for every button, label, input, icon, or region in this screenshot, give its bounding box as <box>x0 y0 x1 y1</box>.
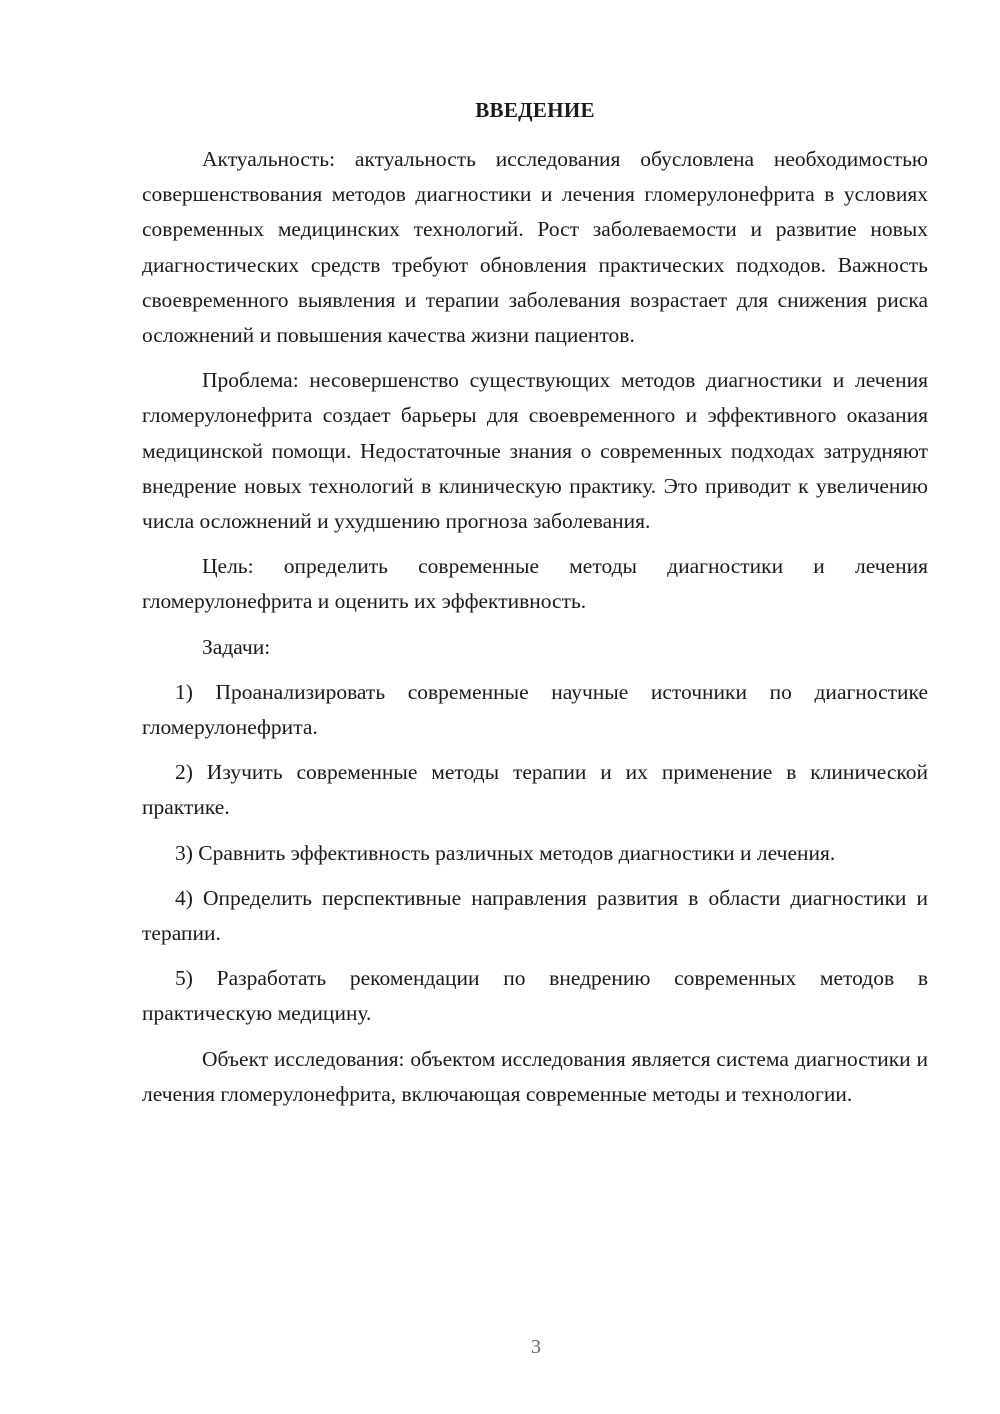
task-item-5: 5) Разработать рекомендации по внедрению современных методов в практическую медицину. <box>142 966 928 1026</box>
task-item-3: 3) Сравнить эффективность различных методов диагностики и лечения. <box>175 840 836 865</box>
page-number: 3 <box>531 1336 541 1358</box>
goal-paragraph: Цель: определить современные методы диагностики и лечения гломерулонефрита и оценить их эффективность. <box>142 554 928 614</box>
relevance-paragraph: Актуальность: актуальность исследования обусловлена необходимостью совершенствования методов диагностики и лечения гломерулонефрита в условиях современных медицинских технологий. Рост заболеваемости и развитие новых диагностических средств требуют обновления практических подходов. Важность своевременного выявления и терапии заболевания возрастает для снижения риска осложнений и повышения качества жизни пациентов. <box>142 147 928 348</box>
section-title: ВВЕДЕНИЕ <box>475 98 595 122</box>
document-page <box>142 93 928 1112</box>
task-item-1: 1) Проанализировать современные научные источники по диагностике гломерулонефрита. <box>142 679 928 740</box>
tasks-heading: Задачи: <box>202 634 271 659</box>
task-item-2: 2) Изучить современные методы терапии и их применение в клинической практике. <box>142 760 928 820</box>
problem-paragraph: Проблема: несовершенство существующих методов диагностики и лечения гломерулонефрита создает барьеры для своевременного и эффективного оказания медицинской помощи. Недостаточные знания о современных подходах затрудняют внедрение новых технологий в клиническую практику. Это приводит к увеличению числа осложнений и ухудшению прогноза заболевания. <box>142 368 928 534</box>
task-item-4: 4) Определить перспективные направления развития в области диагностики и терапии. <box>142 885 928 946</box>
object-paragraph: Объект исследования: объектом исследования является система диагностики и лечения гломерулонефрита, включающая современные методы и технологии. <box>142 1046 928 1106</box>
